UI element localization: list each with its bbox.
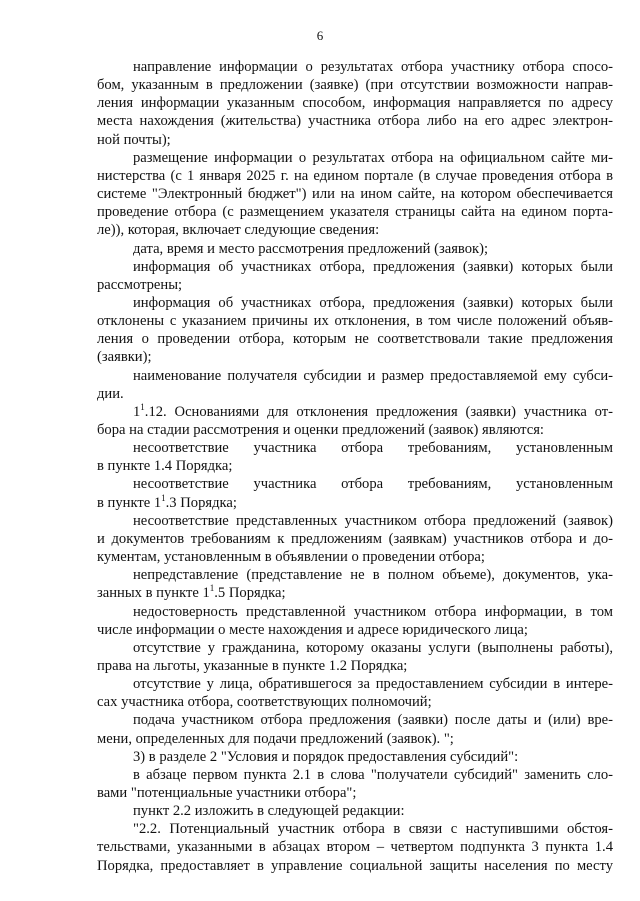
text-line: недостоверность представленной участником отбора информации, в том xyxy=(133,603,613,620)
text-line: ле)), которая, включает следующие сведения: xyxy=(97,222,380,239)
line-text: .12. Основаниями для отклонения предложения (заявки) участника от- xyxy=(144,403,613,420)
text-line: тельствами, указанными в абзацах втором – четвертом подпункта 3 пункта 1.4 xyxy=(97,839,613,856)
text-line: Порядка, предоставляет в управление социальной защиты населения по месту xyxy=(97,857,613,874)
text-line: системе "Электронный бюджет") или на ином сайте, на котором обеспечивается xyxy=(97,186,613,203)
text-line: подача участником отбора предложения (заявки) после даты и (или) вре- xyxy=(133,712,613,729)
text-line: наименование получателя субсидии и размер предоставляемой ему субси- xyxy=(133,367,613,384)
text-line: "2.2. Потенциальный участник отбора в связи с наступившими обстоя- xyxy=(133,821,613,838)
text-line: пункт 2.2 изложить в следующей редакции: xyxy=(133,803,405,820)
text-line xyxy=(97,584,613,602)
line-text: .3 Порядка; xyxy=(165,494,237,511)
text-line: несоответствие участника отбора требованиям, установленным xyxy=(133,440,613,457)
line-text: .5 Порядка; xyxy=(214,585,286,602)
text-line: в абзаце первом пункта 2.1 в слова "получатели субсидий" заменить сло- xyxy=(133,766,613,783)
page-number: 6 xyxy=(316,28,324,43)
text-line: сах участника отбора, соответствующих полномочий; xyxy=(97,694,432,711)
text-line: числе информации о месте нахождения и адресе юридического лица; xyxy=(97,621,528,638)
text-line: дата, время и место рассмотрения предложений (заявок); xyxy=(133,240,489,257)
line-prefix: в пункте 1 xyxy=(97,494,162,511)
text-line: размещение информации о результатах отбора на официальном сайте ми- xyxy=(133,149,613,166)
text-line: ной почты); xyxy=(97,131,171,148)
text-line: ления о проведении отбора, которым не соответствовали такие предложения xyxy=(97,331,613,348)
text-line: рассмотрены; xyxy=(97,276,183,293)
superscript: 1 xyxy=(161,492,166,503)
text-line: непредставление (представление не в полном объеме), документов, ука- xyxy=(133,567,613,584)
text-line: несоответствие представленных участником отбора предложений (заявок) xyxy=(133,512,613,529)
text-line: бора на стадии рассмотрения и оценки предложений (заявок) являются: xyxy=(97,422,544,438)
text-line: ления информации указанным способом, информация направляется по адресу xyxy=(97,95,613,112)
text-line: несоответствие участника отбора требованиям, установленным xyxy=(133,476,613,493)
text-line: места нахождения (жительства) участника отбора либо на его адрес электрон- xyxy=(97,113,613,130)
text-line xyxy=(133,403,613,421)
text-line: направление информации о результатах отбора участнику отбора спосо- xyxy=(133,59,613,75)
text-line: кументам, установленным в объявлении о проведении отбора; xyxy=(97,549,485,566)
text-line: мени, определенных для подачи предложений (заявок). "; xyxy=(97,730,454,747)
text-line: и документов требованиям к предложениям (заявкам) участников отбора и до- xyxy=(97,530,613,547)
text-line: в пункте 1.4 Порядка; xyxy=(97,458,233,475)
text-line: информация об участниках отбора, предложения (заявки) которых были xyxy=(133,294,613,311)
text-line: нистерства (с 1 января 2025 г. на едином портале (в случае проведения отбора в xyxy=(97,167,613,184)
text-line: информация об участниках отбора, предложения (заявки) которых были xyxy=(133,258,613,275)
line-prefix: 1 xyxy=(133,403,141,420)
text-line: отклонены с указанием причины их отклонения, в том числе положений объяв- xyxy=(97,313,613,330)
text-line: дии. xyxy=(97,385,124,402)
line-prefix: занных в пункте 1 xyxy=(97,585,210,602)
text-line: 3) в разделе 2 "Условия и порядок предоставления субсидий": xyxy=(133,748,519,765)
text-line: отсутствие у гражданина, которому оказаны услуги (выполнены работы), xyxy=(133,639,613,656)
text-line: (заявки); xyxy=(97,349,152,366)
text-line: отсутствие у лица, обратившегося за предоставлением субсидии в интере- xyxy=(133,676,613,693)
text-line: проведение отбора (с размещением указателя страницы сайта на едином порта- xyxy=(97,204,613,221)
superscript: 1 xyxy=(209,583,215,594)
text-line: права на льготы, указанные в пункте 1.2 Порядка; xyxy=(97,657,408,674)
text-line xyxy=(97,494,613,512)
text-line: вами "потенциальные участники отбора"; xyxy=(97,785,357,801)
superscript: 1 xyxy=(140,401,145,412)
text-line: бом, указанным в предложении (заявке) (при отсутствии возможности направ- xyxy=(97,77,613,94)
